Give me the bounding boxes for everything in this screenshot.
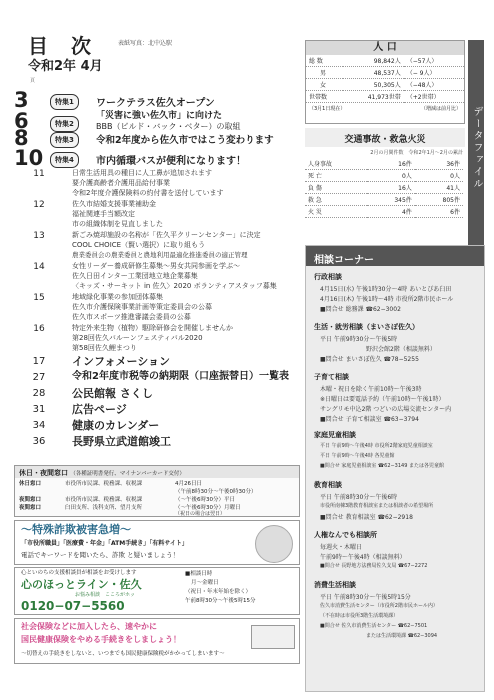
nw-kind: 夜間窓口 — [19, 497, 42, 503]
consult-section-title: 行政相談 — [314, 273, 342, 281]
pop-value: 50,305人 — [343, 79, 403, 91]
population-table — [306, 55, 464, 103]
toc-line: 〈キッズ・サーキット in 佐久〉2020 ボランティアスタッフ募集 — [72, 282, 277, 290]
nw-kind: 休日窓口 — [19, 481, 42, 487]
feature-1[interactable] — [14, 90, 304, 110]
feature-badge: 特集3 — [50, 132, 79, 148]
feature-title-2: BBB（ビルド・バック・ベター）の取組 — [96, 122, 241, 131]
consult-line: ■問合せ 総務課 ☎62−3002 — [320, 306, 401, 313]
traffic-total: 6件 — [415, 206, 463, 218]
consult-line: 市役所南棟3階教育相談室または相談者の希望場所 — [320, 503, 434, 509]
fraud-keywords: 「市役所職員」「医療費・年金」「ATM手続き」「有料サイト」 — [21, 540, 188, 547]
toc-line: 市の組織体制を見直しました — [72, 220, 163, 228]
consult-line: ■問合せ 子育て相談室 ☎63−3794 — [320, 416, 419, 423]
issue-date-text: 令和2年 4月 — [28, 59, 103, 74]
consult-section-title: 教育相談 — [314, 481, 342, 489]
consult-box — [305, 245, 485, 692]
consult-line: または生活環境課 ☎62−3094 — [366, 633, 438, 639]
cover-credit: 表紙写真：北中込駅 — [118, 40, 173, 47]
feature-4[interactable] — [14, 148, 304, 168]
fraud-box — [14, 520, 300, 565]
consult-section-title: 子育て相談 — [314, 373, 349, 381]
traffic-month: 0人 — [367, 170, 415, 182]
consult-section-title: 人権なんでも相談所 — [314, 531, 377, 539]
hotline-info: （祝日・年末年始を除く） — [185, 589, 252, 595]
traffic-month: 4件 — [367, 206, 415, 218]
feature-title: 令和2年度から佐久市ではこう変わります — [96, 135, 274, 146]
feature-page: 10 — [14, 146, 44, 170]
insurance-line2: 国民健康保険をやめる手続きをしましょう！ — [21, 635, 181, 644]
population-box — [305, 40, 465, 124]
consult-line: （不在時は市役所3階生活環境課） — [320, 613, 399, 619]
pop-value: 41,973世帯 — [343, 91, 403, 103]
hotline-name: 心のほっとライン・佐久 — [21, 578, 142, 591]
consult-line: サングリモ中込2階 つどいの広場交流センター内 — [320, 406, 452, 413]
toc-line: 女性リーダー養成研修生募集〜男女共同参画を学ぶ〜 — [72, 262, 240, 270]
toc-big-item: 健康のカレンダー — [72, 419, 160, 432]
nw-time: （午前8時30分〜午後0時30分） — [175, 489, 257, 495]
pop-diff: （−57人） — [404, 55, 464, 67]
feature-title: 市内循環バスが便利になります！ — [96, 156, 246, 167]
night-window-header — [15, 466, 299, 478]
issue-date — [28, 60, 103, 73]
consult-line: 平日 午前9時30分〜午後5時 — [320, 336, 398, 343]
toc-big-item: 令和2年度市税等の納期限（口座振替日）一覧表 — [72, 371, 289, 382]
toc-line: 新ごみ焼却施設の名称が「佐久平クリーンセンター」に決定 — [72, 231, 261, 239]
toc-big-item: 長野県立武道館竣工 — [72, 435, 171, 448]
traffic-total: 805件 — [415, 194, 463, 206]
consult-line: 平日 午前8時30分〜午後5時15分 — [320, 594, 411, 601]
traffic-month: 16件 — [367, 158, 415, 170]
feature-page: 6 — [14, 109, 29, 133]
traffic-label: 負 傷 — [305, 182, 367, 194]
toc-line: 日常生活用具の種目に人工鼻が追加されます — [72, 169, 212, 177]
pop-value: 98,842人 — [343, 55, 403, 67]
toc-page: 15 — [33, 293, 45, 303]
population-notes — [306, 103, 464, 114]
hotline-box — [14, 567, 300, 615]
traffic-label: 人身事故 — [305, 158, 367, 170]
toc-big-item: 公民館報 さくし — [72, 387, 153, 400]
night-window-title: 休日・夜間窓口 — [19, 469, 68, 477]
nw-place: 臼田支所、浅科支所、望月支所 — [65, 505, 143, 511]
toc-page: 14 — [33, 262, 45, 272]
insurance-box — [14, 618, 300, 664]
consult-line: 平日 午前8時30分〜午後6時 — [320, 494, 398, 501]
nw-time: （〜午後6時30分）月曜日 — [175, 505, 241, 511]
pop-note-left: （3月1日現在） — [309, 106, 346, 112]
hotline-number: 0120−07−5560 — [21, 599, 125, 613]
traffic-label: 救 急 — [305, 194, 367, 206]
nw-time: （祝日の場合は翌日） — [175, 511, 226, 517]
consult-line: 平日 午前9時〜午後4時 各児童館 — [320, 453, 395, 459]
elderly-person-illustration-icon — [255, 525, 293, 563]
night-window-note: （各種証明書発行、マイナンバーカード交付） — [70, 471, 185, 477]
toc-line: 佐久日田インター工業団地立地企業募集 — [72, 272, 198, 280]
traffic-month: 345件 — [367, 194, 415, 206]
toc-line: 佐久市結婚支援事業補助金 — [72, 200, 156, 208]
toc-big-item: 広告ページ — [72, 403, 127, 416]
toc-line: 農業委員会の農業委員と農地利用最適化推進委員の適正管理 — [72, 251, 248, 259]
consult-line: ■問合せ 家庭児童相談室 ☎62−3149 または各児童館 — [320, 463, 444, 469]
toc-page: 12 — [33, 200, 45, 210]
traffic-box — [305, 128, 465, 240]
toc-page: 28 — [32, 388, 46, 399]
feature-3[interactable] — [14, 128, 304, 148]
pop-label: 男 — [306, 67, 343, 79]
consult-line: 佐久市消費生活センター（市役所2階市民ホール内） — [320, 603, 438, 609]
nw-time: 4月26日日 — [175, 481, 202, 487]
toc-line: 地域緑化事業の参加団体募集 — [72, 293, 163, 301]
pop-diff: （−48人） — [404, 79, 464, 91]
pop-diff: （− 9人） — [404, 67, 464, 79]
toc-page: 13 — [33, 231, 45, 241]
traffic-month: 16人 — [367, 182, 415, 194]
toc-page: 34 — [32, 420, 46, 431]
toc-page: 36 — [32, 436, 46, 447]
insurance-line1: 社会保険などに加入したら、速やかに — [21, 622, 157, 631]
feature-title: 「災害に強い佐久市」に向けた — [96, 111, 223, 121]
consult-line: 4月16日(木) 午後1時〜4時 市役所2階市民ホール — [320, 296, 454, 303]
consult-line: ■問合せ 佐久市消費生活センター ☎62−7501 — [320, 623, 428, 629]
consult-section-title: 生活・就労相談（まいさぽ佐久） — [314, 323, 419, 331]
traffic-title: 交通事故・救急火災 — [305, 128, 465, 147]
nw-time: （〜午後6時30分）平日 — [175, 497, 235, 503]
consult-line: ■問合せ まいさぽ佐久 ☎78−5255 — [320, 356, 419, 363]
pop-label: 女 — [306, 79, 343, 91]
page-column-label: 頁 — [30, 78, 36, 84]
hotline-sub: お悩み相談 こころがホッ — [75, 592, 136, 598]
fraud-title: 〜特殊詐欺被害急増〜 — [21, 523, 131, 536]
toc-page: 16 — [33, 324, 45, 334]
toc-page: 31 — [32, 404, 46, 415]
consult-line: 4月15日(水) 午後1時30分〜4時 あいとぴあ臼田 — [320, 286, 452, 293]
pop-label: 世帯数 — [306, 91, 343, 103]
consult-line: 平日 午前9時〜午後4時 市役所2階家庭児童相談室 — [320, 443, 433, 449]
night-window-box — [14, 465, 300, 517]
feature-badge: 特集1 — [50, 94, 79, 110]
toc-page: 17 — [32, 356, 46, 367]
consult-line: ■問合せ 長野地方法務局佐久支局 ☎67−2272 — [320, 563, 428, 569]
pop-note-right: （増減は前月比） — [420, 106, 461, 112]
toc-line: 第28回佐久バルーンフェスティバル2020 — [72, 334, 203, 342]
pop-diff: （+2世帯） — [404, 91, 464, 103]
consult-line: 毎週火・木曜日 — [320, 544, 363, 551]
toc-line: 佐久市スポーツ推進審議会委員の公募 — [72, 313, 191, 321]
toc-big-item: インフォメーション — [72, 355, 171, 368]
feature-page: 8 — [14, 126, 29, 150]
consult-title: 相談コーナー — [306, 246, 484, 266]
toc-page: 27 — [32, 372, 46, 383]
nw-place: 市役所市民課、税務課、収税課 — [65, 497, 143, 503]
consult-line: ■問合せ 教育相談室 ☎62−2918 — [320, 514, 413, 521]
insurance-card-icon — [251, 625, 295, 649]
hotline-info: 月〜金曜日 — [191, 580, 219, 586]
feature-title: ワークテラス佐久オープン — [96, 98, 215, 109]
feature-badge: 特集2 — [50, 116, 79, 132]
traffic-label: 死 亡 — [305, 170, 367, 182]
feature-badge: 特集4 — [50, 152, 79, 168]
insurance-line3: 〜切替えの手続きをしないと、いつまでも国民健康保険税がかかってしまいます〜 — [21, 651, 225, 657]
hotline-info: ■相談日時 — [185, 571, 213, 577]
toc-title: 目 次 — [28, 34, 99, 58]
traffic-table — [305, 158, 463, 218]
pop-label: 総 数 — [306, 55, 343, 67]
population-title: 人 口 — [306, 41, 464, 55]
toc-line: 第58回佐久鯉まつり — [72, 344, 137, 352]
toc-line: 要介護高齢者介護用品給付事業 — [72, 179, 170, 187]
toc-page: 11 — [33, 169, 45, 179]
consult-line: 野沢会館2階（相談無料） — [366, 346, 436, 353]
consult-line: 午前9時〜午後4時（相談無料） — [320, 554, 406, 561]
consult-line: ※日曜日は要電話予約（午前10時〜午後1時） — [320, 396, 445, 403]
toc-line: COOL CHOICE（賢い選択）に取り組もう — [72, 241, 206, 249]
consult-section-title: 消費生活相談 — [314, 581, 356, 589]
toc-line: 特定外来生物（植物）駆除研修会を開催しませんか — [72, 324, 233, 332]
traffic-sub: 2月の月間件数 令和2年1月〜2月の累計 — [370, 150, 463, 156]
feature-page: 3 — [14, 88, 29, 112]
hotline-info: 午前8時30分〜午後5時15分 — [185, 598, 256, 604]
traffic-label: 火 災 — [305, 206, 367, 218]
toc-line: 福祉関連手当額改定 — [72, 210, 135, 218]
traffic-total: 0人 — [415, 170, 463, 182]
data-file-band: データファイル — [468, 40, 484, 250]
fraud-line: 電話でキーワードを聞いたら、詐欺 と疑いましょう！ — [21, 551, 180, 559]
traffic-total: 41人 — [415, 182, 463, 194]
nw-place: 市役所市民課、税務課、収税課 — [65, 481, 143, 487]
toc-line: 令和2年度介護保険料の約付書を送付しています — [72, 189, 224, 197]
pop-value: 48,537人 — [343, 67, 403, 79]
consult-section-title: 家庭児童相談 — [314, 431, 356, 439]
toc-line: 佐久市介護保険事業計画等策定委員会の公募 — [72, 303, 212, 311]
nw-kind: 夜間窓口 — [19, 505, 42, 511]
consult-line: 木曜・祝日を除く午前10時〜午後3時 — [320, 386, 422, 393]
hotline-pre: 心といのちの支援相談員が相談をお受けします — [21, 570, 137, 576]
traffic-total: 36件 — [415, 158, 463, 170]
